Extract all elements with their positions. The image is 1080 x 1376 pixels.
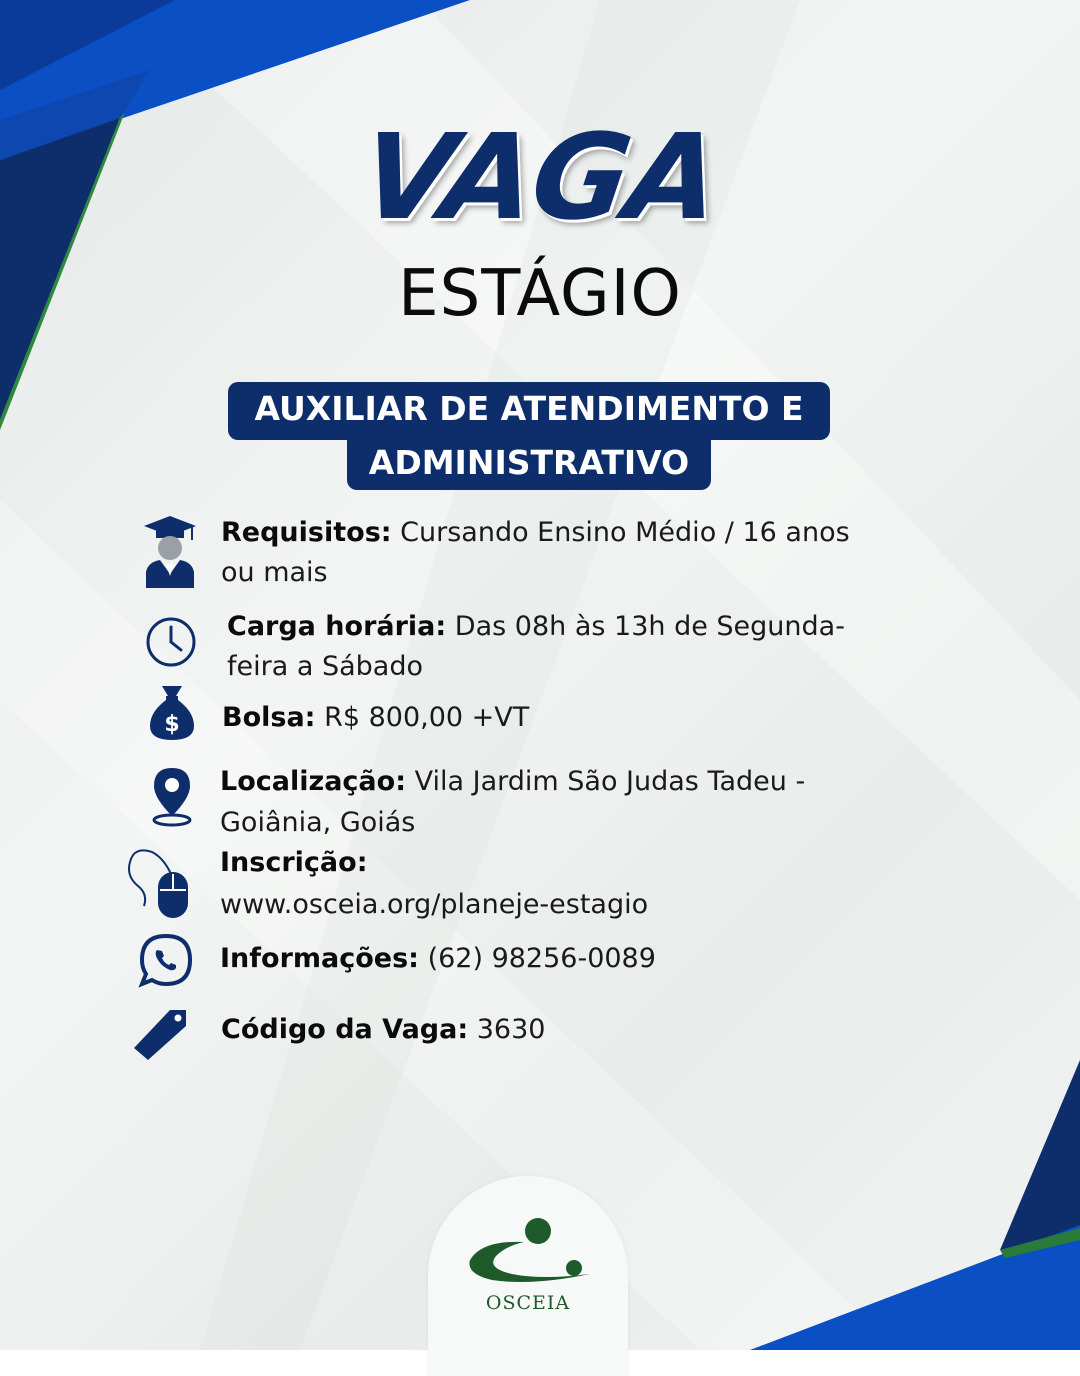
requisitos-line-1: [221, 513, 850, 553]
localizacao-value: Vila Jardim São Judas Tadeu -: [414, 766, 806, 797]
bolsa-label: Bolsa:: [222, 702, 316, 733]
tag-icon: [132, 1006, 190, 1062]
carga-label: Carga horária:: [227, 611, 447, 642]
role-line-1: AUXILIAR DE ATENDIMENTO E: [228, 382, 830, 440]
inscricao-label-line: [220, 843, 368, 883]
subtitle: ESTÁGIO: [398, 257, 682, 331]
inscricao-link[interactable]: www.osceia.org/planeje-estagio: [220, 889, 649, 920]
bolsa-value: R$ 800,00 +VT: [324, 702, 530, 733]
requisitos-line-2: ou mais: [221, 557, 328, 588]
logo-card: [428, 1176, 628, 1376]
whatsapp-icon: [138, 932, 194, 988]
codigo-line: [221, 1010, 545, 1050]
requisitos-label: Requisitos:: [221, 517, 392, 548]
inscricao-label: Inscrição:: [220, 847, 368, 878]
svg-text:$: $: [164, 712, 180, 737]
informacoes-value[interactable]: (62) 98256-0089: [427, 943, 656, 974]
carga-line-2: feira a Sábado: [227, 651, 424, 682]
requisitos-value: Cursando Ensino Médio / 16 anos: [400, 517, 850, 548]
localizacao-line-1: [220, 762, 805, 802]
role-line-2: ADMINISTRATIVO: [347, 436, 711, 490]
localizacao-line-2: Goiânia, Goiás: [220, 807, 416, 838]
carga-value: Das 08h às 13h de Segunda-: [454, 611, 845, 642]
localizacao-label: Localização:: [220, 766, 406, 797]
clock-icon: [145, 616, 197, 668]
informacoes-line: [220, 939, 656, 979]
money-bag-icon: [148, 684, 196, 742]
bolsa-line: [222, 698, 529, 738]
codigo-value: 3630: [476, 1014, 546, 1045]
graduate-icon: [142, 514, 198, 590]
osceia-logo-icon: [462, 1216, 594, 1288]
mouse-icon: [124, 846, 194, 920]
carga-line-1: [227, 607, 845, 647]
informacoes-label: Informações:: [220, 943, 419, 974]
location-pin-icon: [150, 766, 194, 828]
logo-text: OSCEIA: [485, 1292, 571, 1314]
codigo-label: Código da Vaga:: [221, 1014, 469, 1045]
title: VAGA: [352, 108, 728, 246]
